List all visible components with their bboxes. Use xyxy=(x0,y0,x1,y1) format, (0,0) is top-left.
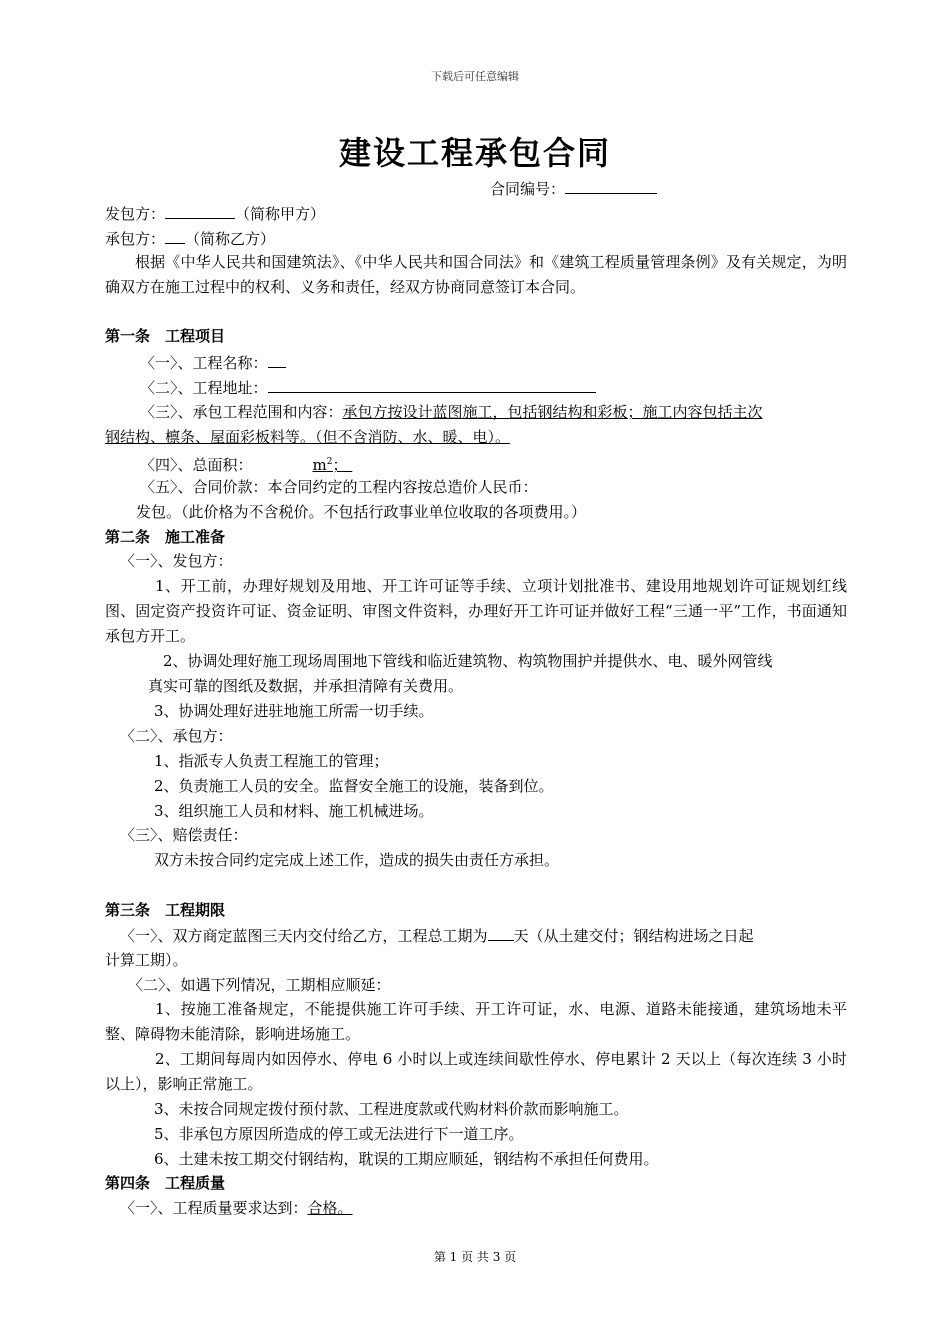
party-b-blank[interactable] xyxy=(165,226,185,244)
project-name-line xyxy=(140,350,840,376)
article-3-heading: 第三条 工程期限 xyxy=(105,901,226,919)
article-2-heading: 第二条 施工准备 xyxy=(105,528,226,546)
contractor-duty-3: 3、组织施工人员和材料、施工机械进场。 xyxy=(154,802,434,820)
contractor-duty-2: 2、负责施工人员的安全。监督安全施工的设施，装备到位。 xyxy=(154,777,554,795)
liability-text: 双方未按合同约定完成上述工作，造成的损失由责任方承担。 xyxy=(154,851,560,869)
price-note: 发包。（此价格为不含税价。不包括行政事业单位收取的各项费用。） xyxy=(136,503,587,521)
project-name-blank[interactable] xyxy=(268,350,286,368)
liability-label: 〈三〉、赔偿责任： xyxy=(120,826,248,844)
party-a-blank[interactable] xyxy=(165,201,235,219)
party-a-label: 发包方： xyxy=(105,205,166,223)
party-b-label: 承包方： xyxy=(105,230,166,248)
scope-value-1: 承包方按设计蓝图施工，包括钢结构和彩板；施工内容包括主次 xyxy=(342,403,763,421)
extension-item-6: 6、土建未按工期交付钢结构，耽误的工期应顺延，钢结构不承担任何费用。 xyxy=(154,1150,659,1168)
contract-number-blank[interactable] xyxy=(565,176,657,194)
page-footer: 第 1 页 共 3 页 xyxy=(433,1250,517,1264)
page-header: 下载后可任意编辑 xyxy=(431,70,519,83)
contractor-duties-label: 〈二〉、承包方： xyxy=(120,727,233,745)
project-address-blank[interactable] xyxy=(268,375,596,393)
price-line: 〈五〉、合同价款：本合同约定的工程内容按总造价人民币： xyxy=(140,478,538,496)
scope-line-1 xyxy=(140,400,850,425)
intro-paragraph: 根据《中华人民共和国建筑法》、《中华人民共和国合同法》和《建筑工程质量管理条例》及有关规定，为明确双方在施工过程中的权利、义务和责任，经双方协商同意签订本合同。 xyxy=(105,253,847,296)
project-address-line xyxy=(140,375,840,401)
party-a-line xyxy=(105,201,847,227)
project-name-label: 〈一〉、工程名称： xyxy=(140,354,268,372)
contract-number xyxy=(490,176,790,202)
period-text-a: 〈一〉、双方商定蓝图三天内交付给乙方，工程总工期为 xyxy=(120,927,488,945)
area-unit-sup: 2 xyxy=(326,457,333,467)
contract-number-label: 合同编号： xyxy=(490,180,566,198)
period-text-b: 天（从土建交付；钢结构进场之日起 xyxy=(513,927,754,945)
project-address-label: 〈二〉、工程地址： xyxy=(140,379,268,397)
quality-value: 合格。 xyxy=(307,1199,353,1217)
party-b-line xyxy=(105,226,847,252)
contractor-duty-1: 1、指派专人负责工程施工的管理； xyxy=(154,752,389,770)
quality-line xyxy=(120,1196,820,1221)
employer-duty-2-line-1: 2、协调处理好施工现场周围地下管线和临近建筑物、构筑物围护并提供水、电、暖外网管线 xyxy=(163,652,773,670)
article-1-heading: 第一条 工程项目 xyxy=(105,327,226,345)
period-line-2: 计算工期）。 xyxy=(105,951,188,969)
area-end: ； xyxy=(332,456,348,474)
article-4-heading: 第四条 工程质量 xyxy=(105,1174,226,1192)
scope-value-2: 钢结构、檩条、屋面彩板料等。（但不含消防、水、暖、电）。 xyxy=(105,428,511,446)
employer-duty-3: 3、协调处理好进驻地施工所需一切手续。 xyxy=(154,702,434,720)
employer-duties-label: 〈一〉、发包方： xyxy=(120,552,233,570)
area-label: 〈四〉、总面积： xyxy=(140,456,253,474)
period-line-1 xyxy=(120,923,850,949)
document-title: 建设工程承包合同 xyxy=(338,134,611,172)
area-unit: m xyxy=(312,456,327,474)
period-days-blank[interactable] xyxy=(488,923,514,941)
quality-label: 〈一〉、工程质量要求达到： xyxy=(120,1199,308,1217)
extension-item-2: 2、工期间每周内如因停水、停电 6 小时以上或连续间歇性停水、停电累计 2 天以上（每次连续 3 小时以上），影响正常施工。 xyxy=(105,1050,847,1093)
area-line xyxy=(140,450,840,478)
extension-intro: 〈二〉、如遇下列情况，工期相应顺延： xyxy=(128,976,391,994)
party-a-suffix: （简称甲方） xyxy=(235,205,326,223)
extension-item-1: 1、按施工准备规定，不能提供施工许可手续、开工许可证，水、电源、道路未能接通，建筑场地未平整、障碍物未能清除，影响进场施工。 xyxy=(105,1000,847,1043)
scope-label: 〈三〉、承包工程范围和内容： xyxy=(140,403,343,421)
area-value[interactable] xyxy=(253,456,353,474)
extension-item-3: 3、未按合同规定拨付预付款、工程进度款或代购材料价款而影响施工。 xyxy=(154,1100,629,1118)
party-b-suffix: （简称乙方） xyxy=(185,230,276,248)
employer-duty-1: 1、开工前，办理好规划及用地、开工许可证等手续、立项计划批准书、建设用地规划许可证规划红线图、固定资产投资许可证、资金证明、审图文件资料，办理好开工许可证并做好工程“三通一平”工作，书面通知承包方开工。 xyxy=(105,577,847,645)
scope-line-2 xyxy=(105,425,847,450)
employer-duty-2-line-2: 真实可靠的图纸及数据，并承担清障有关费用。 xyxy=(148,677,464,695)
extension-item-5: 5、非承包方原因所造成的停工或无法进行下一道工序。 xyxy=(154,1125,524,1143)
